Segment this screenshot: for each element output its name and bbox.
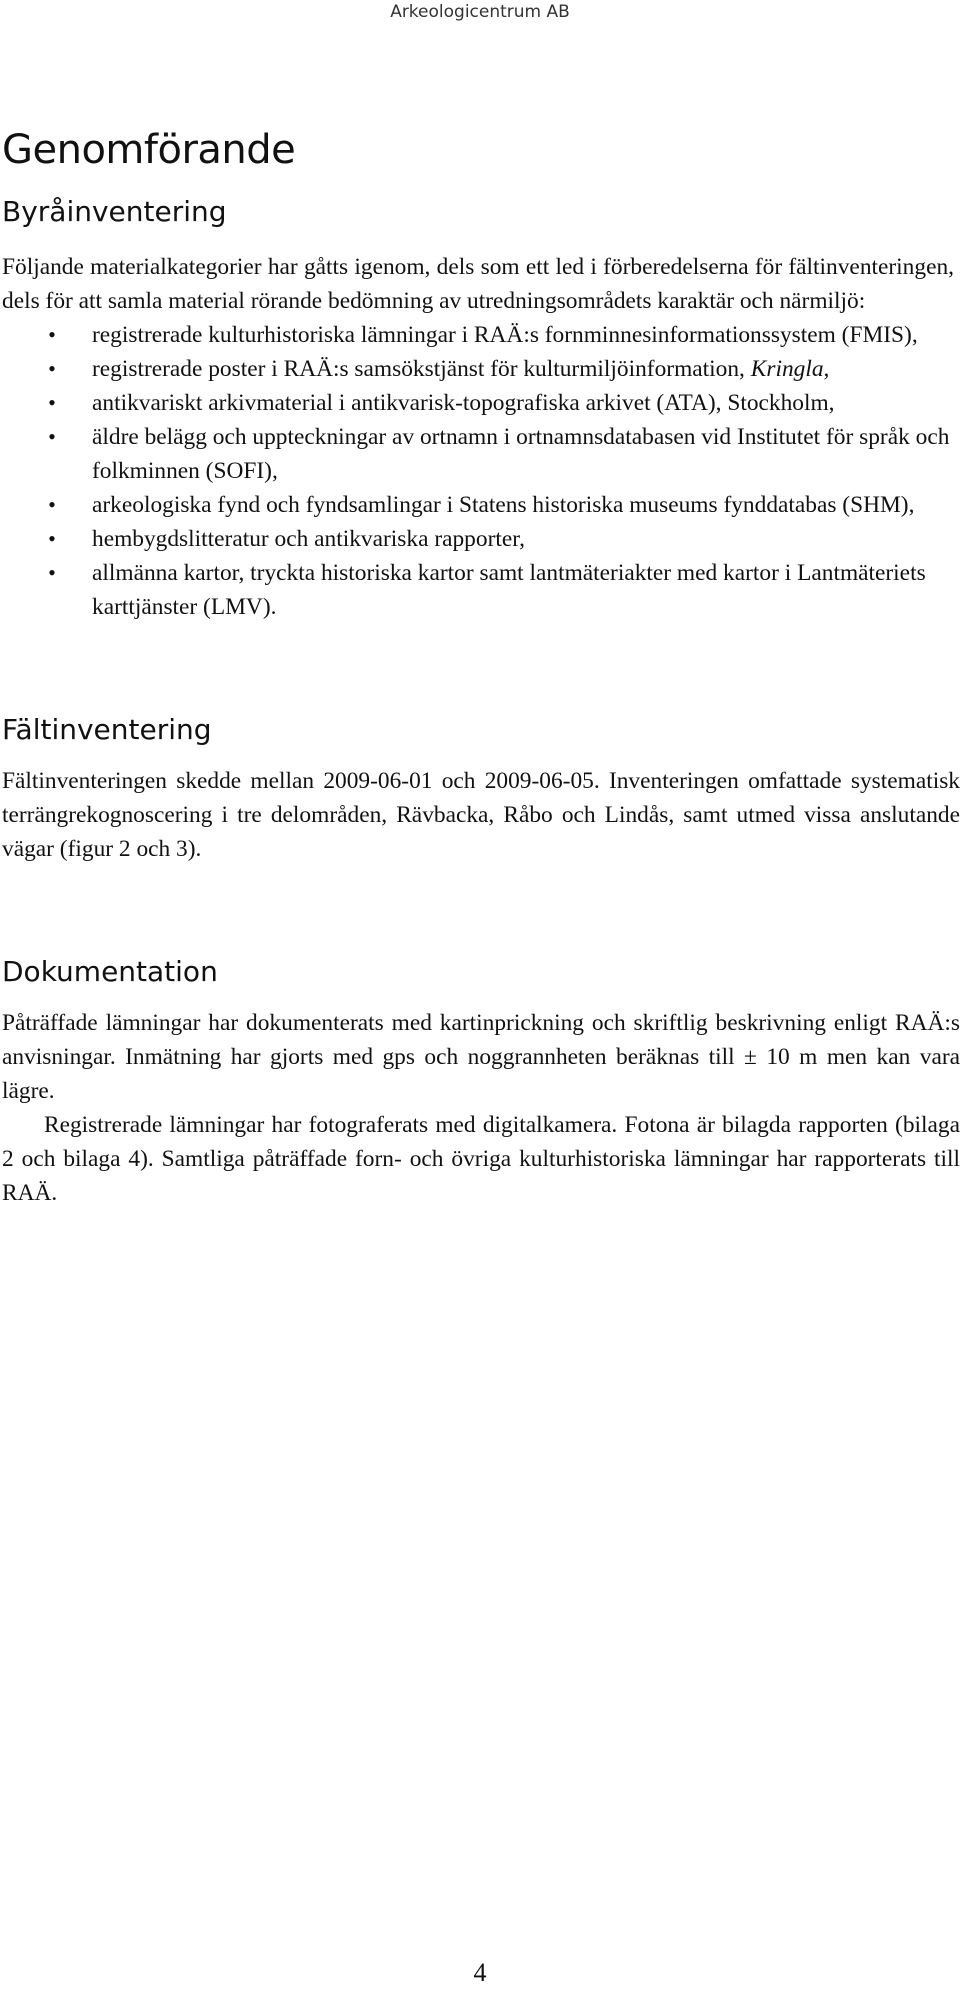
dokumentation-paragraph-2: Registrerade lämningar har fotograferats med digitalkamera. Fotona är bilagda rapporten (bilaga 2 och bilaga 4). Samtliga påträffade forn- och övriga kulturhistoriska lämningar har rapporterats till RAÄ. [2,1112,960,1206]
list-item-text: äldre belägg och uppteckningar av ortnamn i ortnamnsdatabasen vid Institutet för språk och folkminnen (SOFI), [92,424,950,484]
bullet-dot-icon: • [48,356,56,381]
list-item-text: hembygdslitteratur och antikvariska rapporter, [92,526,525,552]
bullet-dot-icon: • [48,526,56,551]
list-item-italic: Kringla [750,356,824,382]
bullet-dot-icon: • [48,322,56,347]
section-heading-byrainventering: Byråinventering [2,195,227,228]
list-item [2,556,960,624]
dokumentation-paragraph-1: Påträffade lämningar har dokumenterats med kartinprickning och skriftlig beskrivning enligt RAÄ:s anvisningar. Inmätning har gjorts med gps och noggrannheten beräknas till ± 10 m men kan vara lägre. [2,1010,960,1104]
bullet-dot-icon: • [48,424,56,449]
list-item [2,522,960,556]
source-list [2,318,960,624]
list-item-text: registrerade kulturhistoriska lämningar i RAÄ:s fornminnesinformationssystem (FMIS), [92,322,918,348]
list-item [2,488,960,522]
list-item [2,386,960,420]
list-item [2,420,960,488]
list-item [2,352,960,386]
list-item-text: registrerade poster i RAÄ:s samsökstjänst för kulturmiljöinformation, [92,356,745,382]
bullet-dot-icon: • [48,560,56,585]
page-header: Arkeologicentrum AB [390,2,570,22]
faltinventering-text: Fältinventeringen skedde mellan 2009-06-01 och 2009-06-05. Inventeringen omfattade systematisk terrängrekognoscering i tre delområden, Rävbacka, Råbo och Lindås, samt utmed vissa anslutande vägar (figur 2 och 3). [2,768,960,862]
list-item-text: arkeologiska fynd och fyndsamlingar i Statens historiska museums fynddatabas (SHM), [92,492,915,518]
bullet-dot-icon: • [48,390,56,415]
page-content [2,126,960,1210]
bullet-dot-icon: • [48,492,56,517]
list-item-text-after: , [823,356,830,382]
byrainventering-intro: Följande materialkategorier har gåtts igenom, dels som ett led i förberedelserna för fältinventeringen, dels för att samla material rörande bedömning av utredningsområdets karaktär och närmiljö: [2,254,954,314]
section-heading-dokumentation: Dokumentation [2,955,218,988]
page-number: 4 [473,1958,487,1987]
main-heading: Genomförande [2,127,296,173]
list-item-text: allmänna kartor, tryckta historiska kartor samt lantmäteriakter med kartor i Lantmäteriets karttjänster (LMV). [92,560,926,620]
list-item-text: antikvariskt arkivmaterial i antikvarisk-topografiska arkivet (ATA), Stockholm, [92,390,835,416]
list-item [2,318,960,352]
section-heading-faltinventering: Fältinventering [2,713,212,746]
